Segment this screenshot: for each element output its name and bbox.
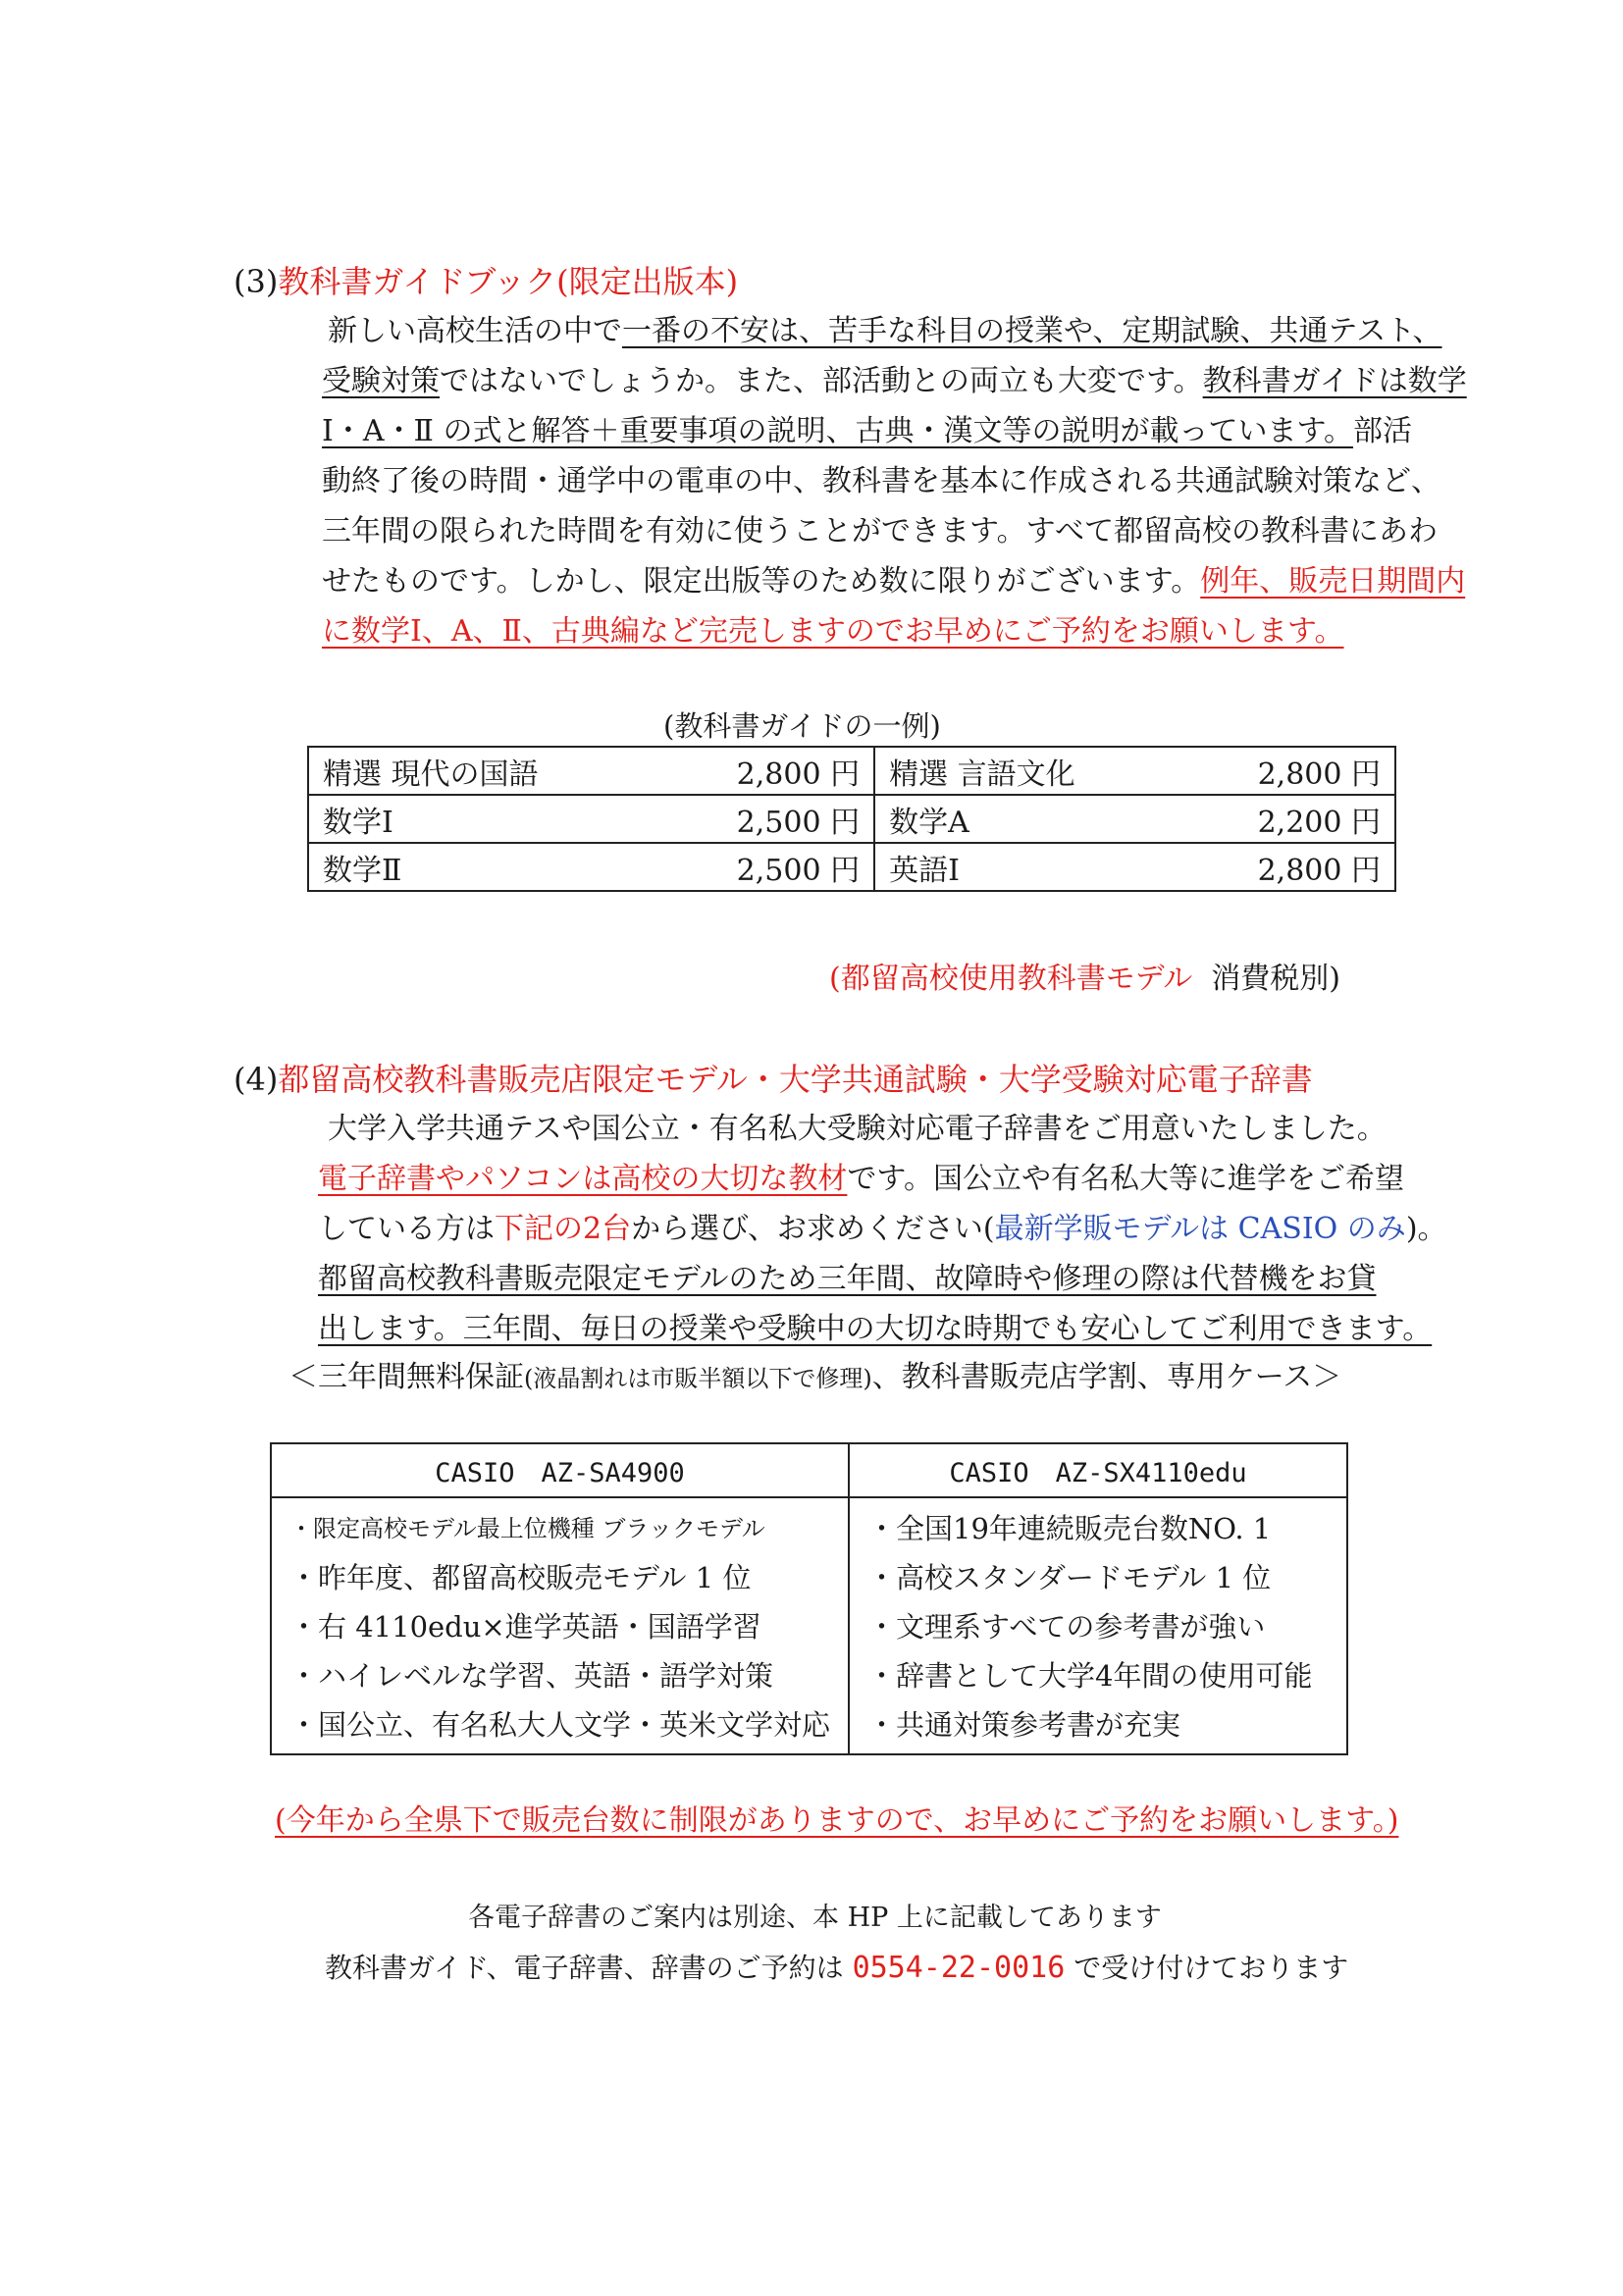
table-row bbox=[308, 795, 1395, 843]
model-feature-list bbox=[271, 1497, 849, 1754]
para-line: 受験対策ではないでしょうか。また、部活動との両立も大変です。教科書ガイドは数学 bbox=[322, 364, 1467, 398]
table-cell: 数学Ⅰ 2,500 円 bbox=[308, 795, 874, 843]
table-cell: 精選 言語文化 2,800 円 bbox=[874, 747, 1395, 795]
para-line: 電子辞書やパソコンは高校の大切な教材です。国公立や有名私大等に進学をご希望 bbox=[318, 1162, 1405, 1196]
feature-item: ・辞書として大学4年間の使用可能 bbox=[867, 1659, 1313, 1693]
table-cell: 英語Ⅰ 2,800 円 bbox=[874, 843, 1395, 891]
feature-item: ・全国19年連続販売台数NO. 1 bbox=[867, 1512, 1272, 1545]
para-line: に数学Ⅰ、A、Ⅱ、古典編など完売しますのでお早めにご予約をお願いします。 bbox=[322, 614, 1344, 649]
tax-note: (都留高校使用教科書モデル 消費税別) bbox=[829, 962, 1341, 996]
section-4-number: (4) bbox=[234, 1061, 279, 1098]
para-line: 大学入学共通テスや国公立・有名私大受験対応電子辞書をご用意いたしました。 bbox=[298, 1112, 1387, 1146]
feature-item: ・高校スタンダードモデル 1 位 bbox=[867, 1561, 1272, 1594]
footer-line-2: 教科書ガイド、電子辞書、辞書のご予約は 0554-22-0016 で受け付けております bbox=[325, 1951, 1349, 1985]
table-cell: 精選 現代の国語 2,800 円 bbox=[308, 747, 874, 795]
section-4-heading bbox=[234, 1055, 1313, 1100]
footer-line-1: 各電子辞書のご案内は別途、本 HP 上に記載してあります bbox=[468, 1903, 1162, 1933]
section-3-number: (3) bbox=[234, 263, 279, 300]
feature-item: ・右 4110edu×進学英語・国語学習 bbox=[289, 1610, 761, 1644]
section-3-paragraph bbox=[298, 306, 1467, 656]
feature-item: ・ハイレベルな学習、英語・語学対策 bbox=[289, 1659, 774, 1693]
feature-item: ・共通対策参考書が充実 bbox=[867, 1708, 1181, 1742]
table-row bbox=[271, 1497, 1347, 1754]
feature-item: ・昨年度、都留高校販売モデル 1 位 bbox=[289, 1561, 752, 1594]
warranty-line: ＜三年間無料保証(液晶割れは市販半額以下で修理)、教科書販売店学割、専用ケース＞ bbox=[288, 1360, 1342, 1394]
section-3-heading bbox=[234, 257, 738, 302]
section-3-title: 教科書ガイドブック(限定出版本) bbox=[278, 263, 739, 300]
para-line: 新しい高校生活の中で一番の不安は、苦手な科目の授業や、定期試験、共通テスト、 bbox=[298, 314, 1442, 348]
feature-item: ・文理系すべての参考書が強い bbox=[867, 1610, 1266, 1644]
para-line: 都留高校教科書販売限定モデルのため三年間、故障時や修理の際は代替機をお貸 bbox=[318, 1262, 1377, 1296]
model-name: CASIO AZ-SA4900 bbox=[271, 1443, 849, 1497]
table-header-row bbox=[271, 1443, 1347, 1497]
table-row bbox=[308, 747, 1395, 795]
price-table bbox=[307, 746, 1396, 892]
casio-model-table bbox=[270, 1442, 1348, 1755]
table-cell: 数学Ⅱ 2,500 円 bbox=[308, 843, 874, 891]
para-line: 出します。三年間、毎日の授業や受験中の大切な時期でも安心してご利用できます。 bbox=[318, 1312, 1433, 1346]
para-line: Ⅰ・A・Ⅱ の式と解答＋重要事項の説明、古典・漢文等の説明が載っています。部活 bbox=[322, 414, 1413, 448]
table-cell: 数学A 2,200 円 bbox=[874, 795, 1395, 843]
para-line: 動終了後の時間・通学中の電車の中、教科書を基本に作成される共通試験対策など、 bbox=[322, 464, 1440, 498]
para-line: している方は下記の2台から選び、お求めください(最新学販モデルは CASIO のみ)。 bbox=[318, 1212, 1447, 1246]
table-row bbox=[308, 843, 1395, 891]
section-4-paragraph bbox=[298, 1104, 1447, 1354]
feature-item: ・国公立、有名私大人文学・英米文学対応 bbox=[289, 1708, 831, 1742]
feature-item: ・限定高校モデル最上位機種 ブラックモデル bbox=[289, 1515, 765, 1542]
model-feature-list bbox=[849, 1497, 1347, 1754]
phone-number[interactable]: 0554-22-0016 bbox=[852, 1951, 1066, 1985]
model-name: CASIO AZ-SX4110edu bbox=[849, 1443, 1347, 1497]
para-line: 三年間の限られた時間を有効に使うことができます。すべて都留高校の教科書にあわ bbox=[322, 514, 1438, 548]
sales-limit-notice: (今年から全県下で販売台数に制限がありますので、お早めにご予約をお願いします。) bbox=[275, 1803, 1399, 1838]
price-table-caption: (教科書ガイドの一例) bbox=[663, 709, 941, 743]
para-line: せたものです。しかし、限定出版等のため数に限りがございます。例年、販売日期間内 bbox=[322, 564, 1466, 599]
section-4-title: 都留高校教科書販売店限定モデル・大学共通試験・大学受験対応電子辞書 bbox=[278, 1061, 1313, 1098]
